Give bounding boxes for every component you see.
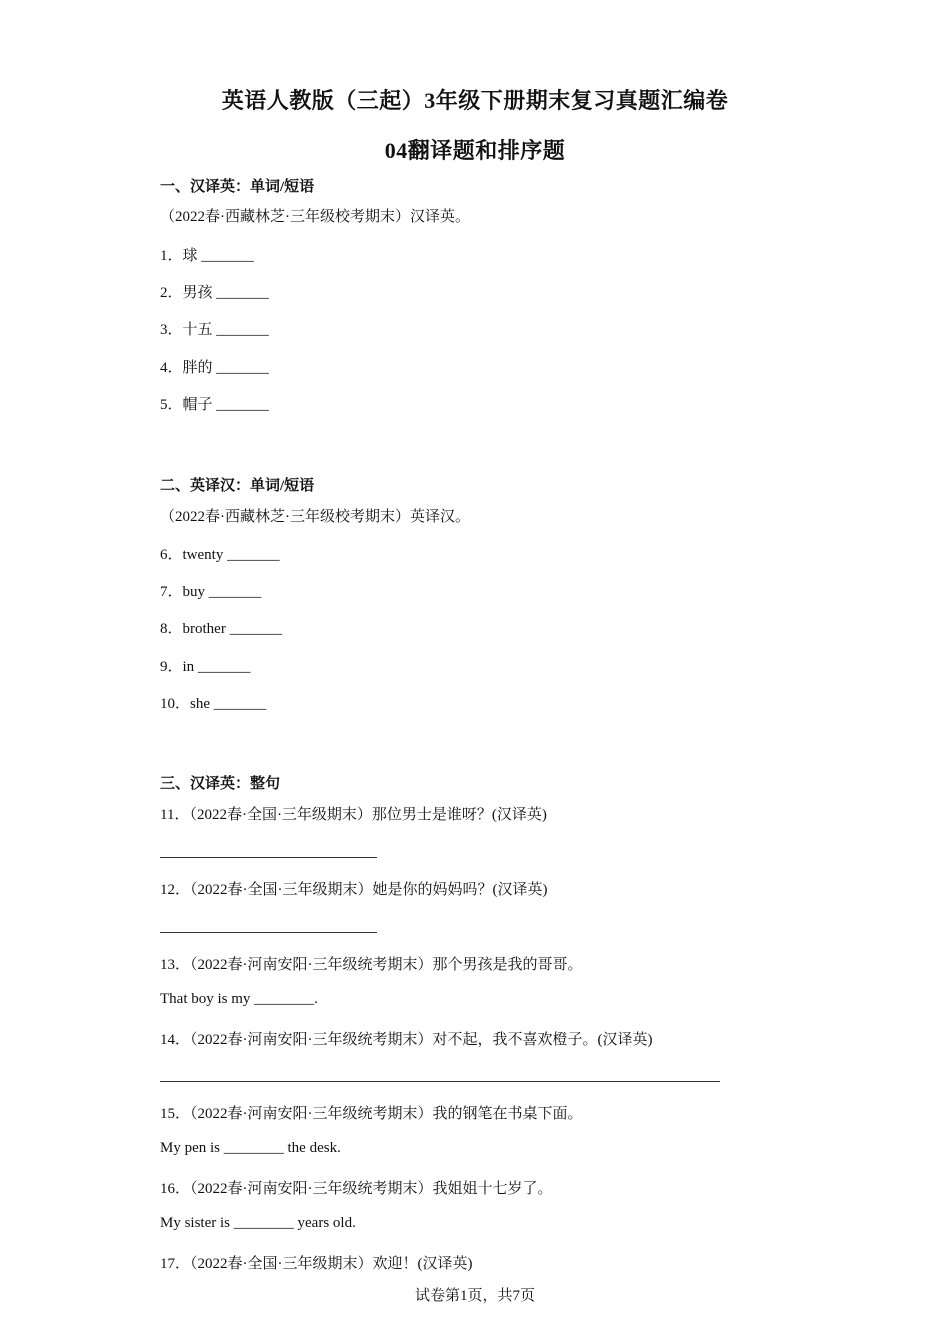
section-heading-2: 二、英译汉：单词/短语 <box>160 478 315 494</box>
question-13: 13．（2022春·河南安阳·三年级统考期末）那个男孩是我的哥哥。 <box>160 957 583 973</box>
question-15: 15．（2022春·河南安阳·三年级统考期末）我的钢笔在书桌下面。 <box>160 1106 583 1122</box>
section-heading-1: 一、汉译英：单词/短语 <box>160 179 315 195</box>
question-item: 4．胖的 _______ <box>160 360 269 376</box>
section-source-2: （2022春·西藏林芝·三年级校考期末）英译汉。 <box>160 509 470 525</box>
section-heading-3: 三、汉译英：整句 <box>160 776 281 792</box>
answer-line <box>160 932 377 933</box>
answer-line <box>160 1081 720 1082</box>
question-12: 12．（2022春·全国·三年级期末）她是你的妈妈吗？(汉译英) <box>160 882 548 898</box>
question-item: 10．she _______ <box>160 696 267 712</box>
question-item: 5．帽子 _______ <box>160 397 269 413</box>
question-item: 1．球 _______ <box>160 248 254 264</box>
question-11: 11．（2022春·全国·三年级期末）那位男士是谁呀？(汉译英) <box>160 807 547 823</box>
question-item: 3．十五 _______ <box>160 322 269 338</box>
question-14: 14．（2022春·河南安阳·三年级统考期末）对不起，我不喜欢橙子。(汉译英) <box>160 1032 653 1048</box>
question-13-answer: That boy is my ________. <box>160 991 318 1007</box>
question-item: 6．twenty _______ <box>160 547 280 563</box>
section-source-1: （2022春·西藏林芝·三年级校考期末）汉译英。 <box>160 209 470 225</box>
answer-line <box>160 857 377 858</box>
question-16-answer: My sister is ________ years old. <box>160 1215 356 1231</box>
question-15-answer: My pen is ________ the desk. <box>160 1140 341 1156</box>
question-item: 2．男孩 _______ <box>160 285 269 301</box>
question-item: 7．buy _______ <box>160 584 262 600</box>
document-title: 英语人教版（三起）3年级下册期末复习真题汇编卷 <box>221 88 729 113</box>
question-16: 16．（2022春·河南安阳·三年级统考期末）我姐姐十七岁了。 <box>160 1181 553 1197</box>
question-item: 9．in _______ <box>160 659 251 675</box>
page-footer: 试卷第1页，共7页 <box>414 1288 535 1304</box>
question-item: 8．brother _______ <box>160 621 283 637</box>
document-subtitle: 04翻译题和排序题 <box>384 138 566 163</box>
question-17: 17．（2022春·全国·三年级期末）欢迎！(汉译英) <box>160 1256 473 1272</box>
